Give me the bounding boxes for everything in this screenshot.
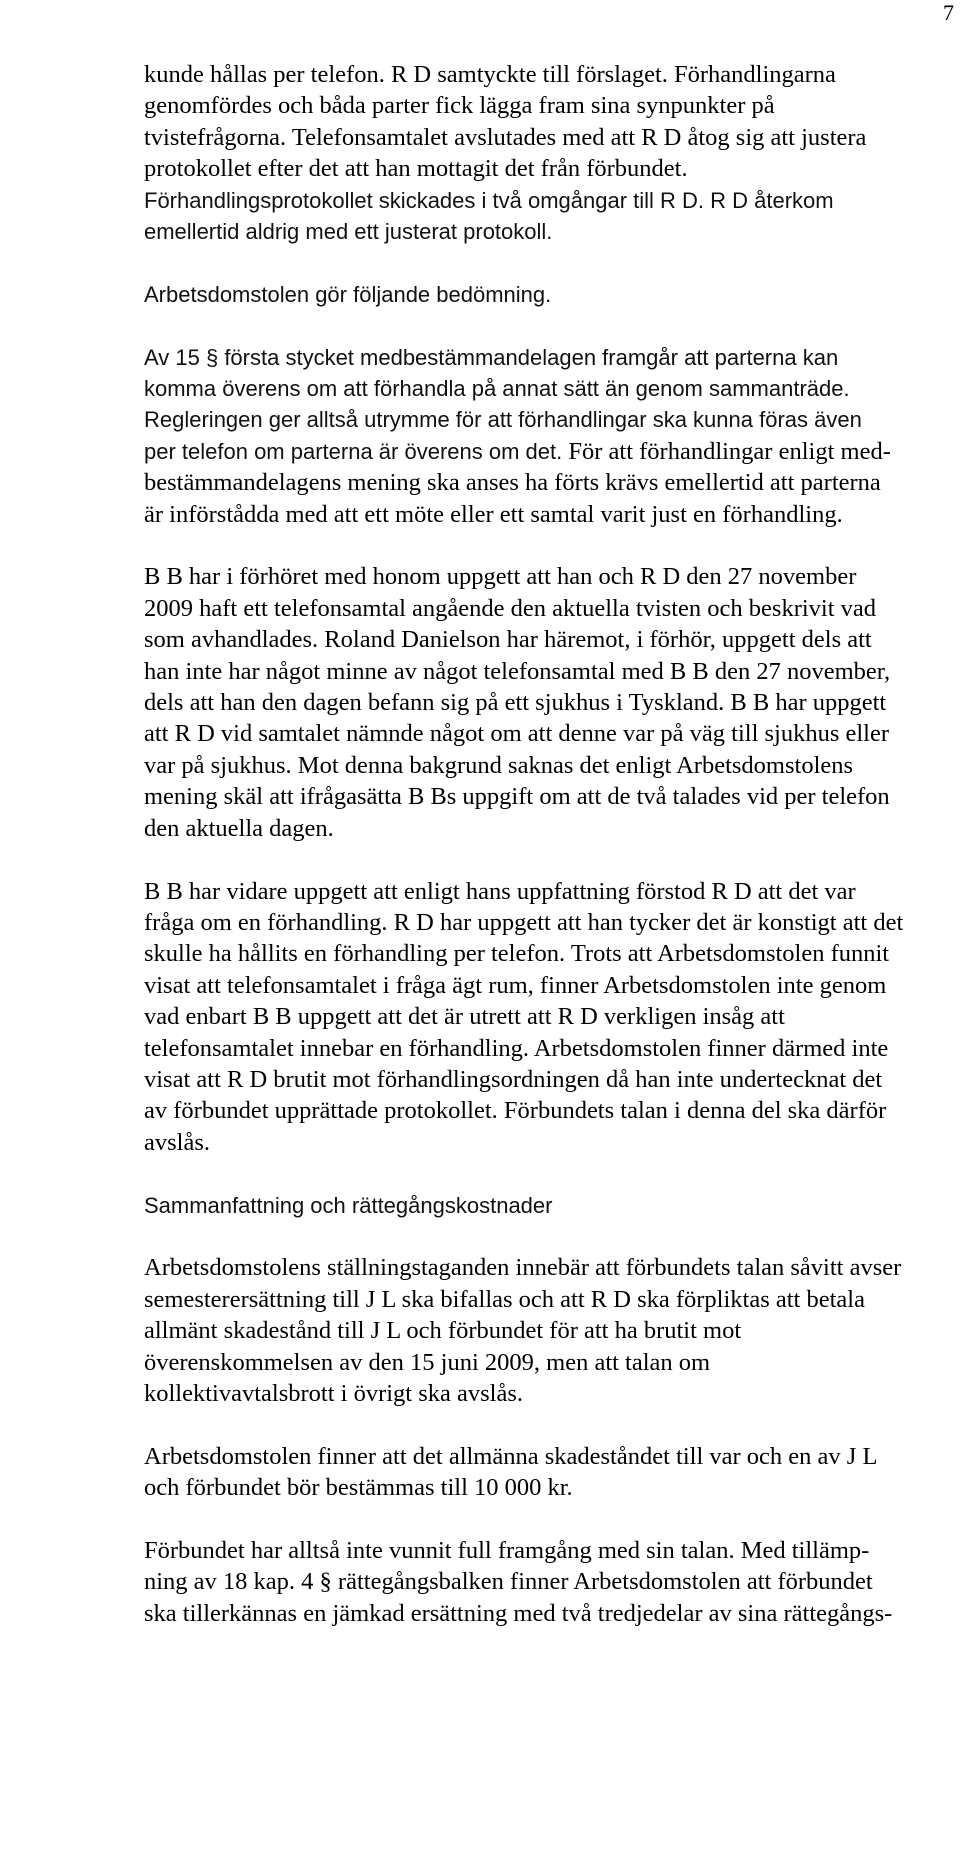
text-line: och förbundet bör bestämmas till 10 000 kr. — [144, 1474, 573, 1502]
document-body — [144, 59, 934, 1629]
text-line: var på sjukhus. Mot denna bakgrund saknas det enligt Arbetsdomstolens — [144, 751, 854, 779]
text-line: Av 15 § första stycket medbestämmandelagen framgår att parterna kan — [144, 344, 839, 370]
text-line: Förhandlingsprotokollet skickades i två omgångar till R D. R D återkom — [144, 187, 834, 213]
page-number: 7 — [943, 0, 954, 25]
paragraph-testimony — [144, 561, 934, 844]
text-line: tvistefrågorna. Telefonsamtalet avslutades med att R D åtog sig att justera — [144, 123, 867, 151]
text-line: Arbetsdomstolen gör följande bedömning. — [144, 281, 552, 307]
text-line: telefonsamtalet innebar en förhandling. Arbetsdomstolen finner därmed inte — [144, 1034, 889, 1062]
paragraph-legal-basis — [144, 342, 934, 530]
text-line: protokollet efter det att han mottagit det från förbundet. — [144, 155, 688, 183]
text-line: Regleringen ger alltså utrymme för att förhandlingar ska kunna föras även — [144, 407, 862, 433]
text-line: att R D vid samtalet nämnde något om att denne var på väg till sjukhus eller — [144, 720, 890, 748]
text-line: fråga om en förhandling. R D har uppgett att han tycker det är konstigt att det — [144, 908, 904, 936]
text-line: överenskommelsen av den 15 juni 2009, men att talan om — [144, 1348, 711, 1376]
text-line: Förbundet har alltså inte vunnit full framgång med sin talan. Med tillämp- — [144, 1536, 870, 1564]
heading-text: Sammanfattning och rättegångskostnader — [144, 1192, 553, 1218]
text-line: B B har i förhöret med honom uppgett att han och R D den 27 november — [144, 563, 857, 591]
paragraph-negotiation-by-phone — [144, 59, 934, 247]
text-line: komma överens om att förhandla på annat sätt än genom sammanträde. — [144, 376, 850, 402]
text-line: av förbundet upprättade protokollet. Förbundets talan i denna del ska därför — [144, 1097, 887, 1125]
paragraph-costs — [144, 1535, 934, 1629]
paragraph-assessment-intro — [144, 279, 934, 310]
text-line: Arbetsdomstolens ställningstaganden innebär att förbundets talan såvitt avser — [144, 1254, 902, 1282]
text-line: kunde hållas per telefon. R D samtyckte till förslaget. Förhandlingarna — [144, 61, 836, 88]
text-line: bestämmandelagens mening ska anses ha förts krävs emellertid att parterna — [144, 469, 881, 497]
paragraph-damages — [144, 1441, 934, 1504]
text-line: 2009 haft ett telefonsamtal angående den aktuella tvisten och beskrivit vad — [144, 594, 877, 622]
text-line: vad enbart B B uppgett att det är utrett att R D verkligen insåg att — [144, 1003, 785, 1031]
section-heading — [144, 1190, 934, 1221]
text-line: emellertid aldrig med ett justerat protokoll. — [144, 219, 553, 245]
text-line: visat att telefonsamtalet i fråga ägt rum, finner Arbetsdomstolen inte genom — [144, 971, 887, 999]
paragraph-conclusion — [144, 876, 934, 1159]
text-line: B B har vidare uppgett att enligt hans uppfattning förstod R D att det var — [144, 877, 856, 905]
text-line: han inte har något minne av något telefonsamtal med B B den 27 november, — [144, 657, 891, 685]
text-line: avslås. — [144, 1128, 210, 1156]
text-line: Arbetsdomstolen finner att det allmänna skadeståndet till var och en av J L — [144, 1442, 878, 1470]
text-line: dels att han den dagen befann sig på ett sjukhus i Tyskland. B B har uppgett — [144, 689, 887, 717]
text-line: är införstådda med att ett möte eller ett samtal varit just en förhandling. — [144, 500, 843, 528]
text-line: genomfördes och båda parter fick lägga fram sina synpunkter på — [144, 92, 775, 120]
text-line: skulle ha hållits en förhandling per telefon. Trots att Arbetsdomstolen funnit — [144, 940, 890, 968]
text-line — [144, 436, 934, 467]
text-line: visat att R D brutit mot förhandlingsordningen då han inte undertecknat det — [144, 1065, 883, 1093]
text-line: mening skäl att ifrågasätta B Bs uppgift om att de två talades vid per telefon — [144, 783, 890, 811]
text-line: kollektivavtalsbrott i övrigt ska avslås. — [144, 1379, 524, 1407]
paragraph-summary — [144, 1252, 934, 1409]
text-line: ska tillerkännas en jämkad ersättning med två tredjedelar av sina rättegångs- — [144, 1599, 893, 1627]
text-line: allmänt skadestånd till J L och förbundet för att ha brutit mot — [144, 1317, 742, 1345]
text-line: den aktuella dagen. — [144, 814, 334, 842]
text-segment: per telefon om parterna är överens om det. — [144, 438, 563, 464]
text-segment: För att förhandlingar enligt med- — [562, 437, 891, 465]
text-line: ning av 18 kap. 4 § rättegångsbalken finner Arbetsdomstolen att förbundet — [144, 1568, 873, 1596]
text-line: som avhandlades. Roland Danielson har häremot, i förhör, uppgett dels att — [144, 626, 872, 654]
text-line: semesterersättning till J L ska bifallas och att R D ska förpliktas att betala — [144, 1285, 865, 1313]
